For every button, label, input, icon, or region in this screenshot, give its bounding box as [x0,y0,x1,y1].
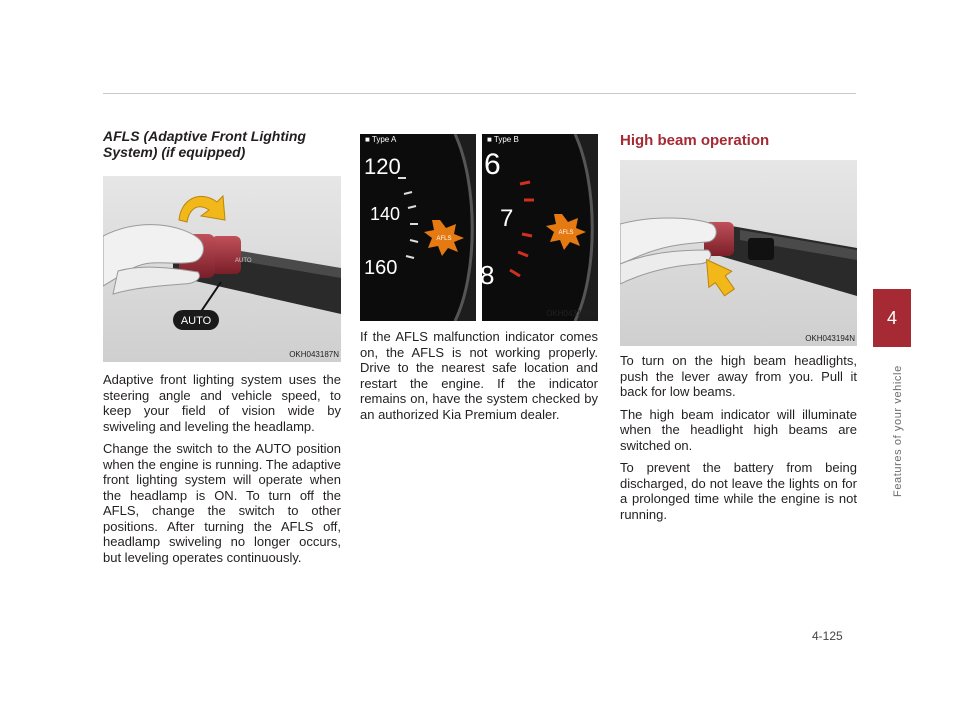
type-b-label: ■ Type B [487,135,519,144]
afls-paragraph-2: Change the switch to the AUTO position when the engine is running. The adaptive front lighting system will operate when the headlamp is ON. To turn off the AFLS, change the switch to other positions. After turning the AFLS off, headlamp swiveling no longer occurs, but leveling operates continuously. [103,441,341,565]
high-beam-heading: High beam operation [620,132,770,149]
gauge-b-8: 8 [480,260,495,290]
gauge-b-7: 7 [500,205,514,232]
instrument-cluster-illustration [360,134,598,321]
chapter-tab: 4 [873,289,911,347]
high-beam-paragraph-3: To prevent the battery from being discharged, do not leave the lights on for a prolonged time while the engine is not running. [620,460,857,522]
afls-indicator-figure [360,134,598,321]
figure-code: OKH043188N [546,309,596,318]
column-afls [103,128,341,160]
malfunction-paragraph: If the AFLS malfunction indicator comes on, the AFLS is not working properly. Drive to the nearest safe location and restart the engine. If the indicator remains on, have the system checked by an authorized Kia Premium dealer. [360,329,598,422]
gauge-b-6: 6 [484,148,501,181]
high-beam-body [620,353,857,529]
afls-switch-figure [103,176,341,362]
gauge-a-140: 140 [370,204,401,224]
chapter-title: Features of your vehicle [892,365,904,497]
afls-indicator-b: AFLS [558,230,574,236]
high-beam-figure [620,160,857,346]
gauge-a-120: 120 [364,154,401,179]
high-beam-paragraph-1: To turn on the high beam headlights, push the lever away from you. Pull it back for low beams. [620,353,857,399]
auto-label: AUTO [180,315,212,327]
figure-code: OKH043194N [805,334,855,343]
high-beam-lever-illustration [620,160,857,346]
header-rule [103,93,856,94]
afls-body [103,372,341,572]
afls-paragraph-1: Adaptive front lighting system uses the steering angle and vehicle speed, to keep your field of vision wide by swiveling and leveling the headlamp. [103,372,341,434]
high-beam-paragraph-2: The high beam indicator will illuminate when the headlight high beams are switched on. [620,406,857,453]
page-number: 4-125 [812,629,843,643]
figure-code: OKH043187N [289,350,339,359]
svg-text:AUTO: AUTO [235,258,252,264]
afls-indicator-a: AFLS [436,236,452,242]
afls-heading: AFLS (Adaptive Front Lighting System) (if equipped) [103,128,306,160]
afls-malfunction-text [360,329,598,429]
type-a-label: ■ Type A [365,135,397,144]
column-high-beam [620,132,858,150]
steering-lever-illustration [103,176,341,362]
gauge-a-160: 160 [364,257,398,279]
